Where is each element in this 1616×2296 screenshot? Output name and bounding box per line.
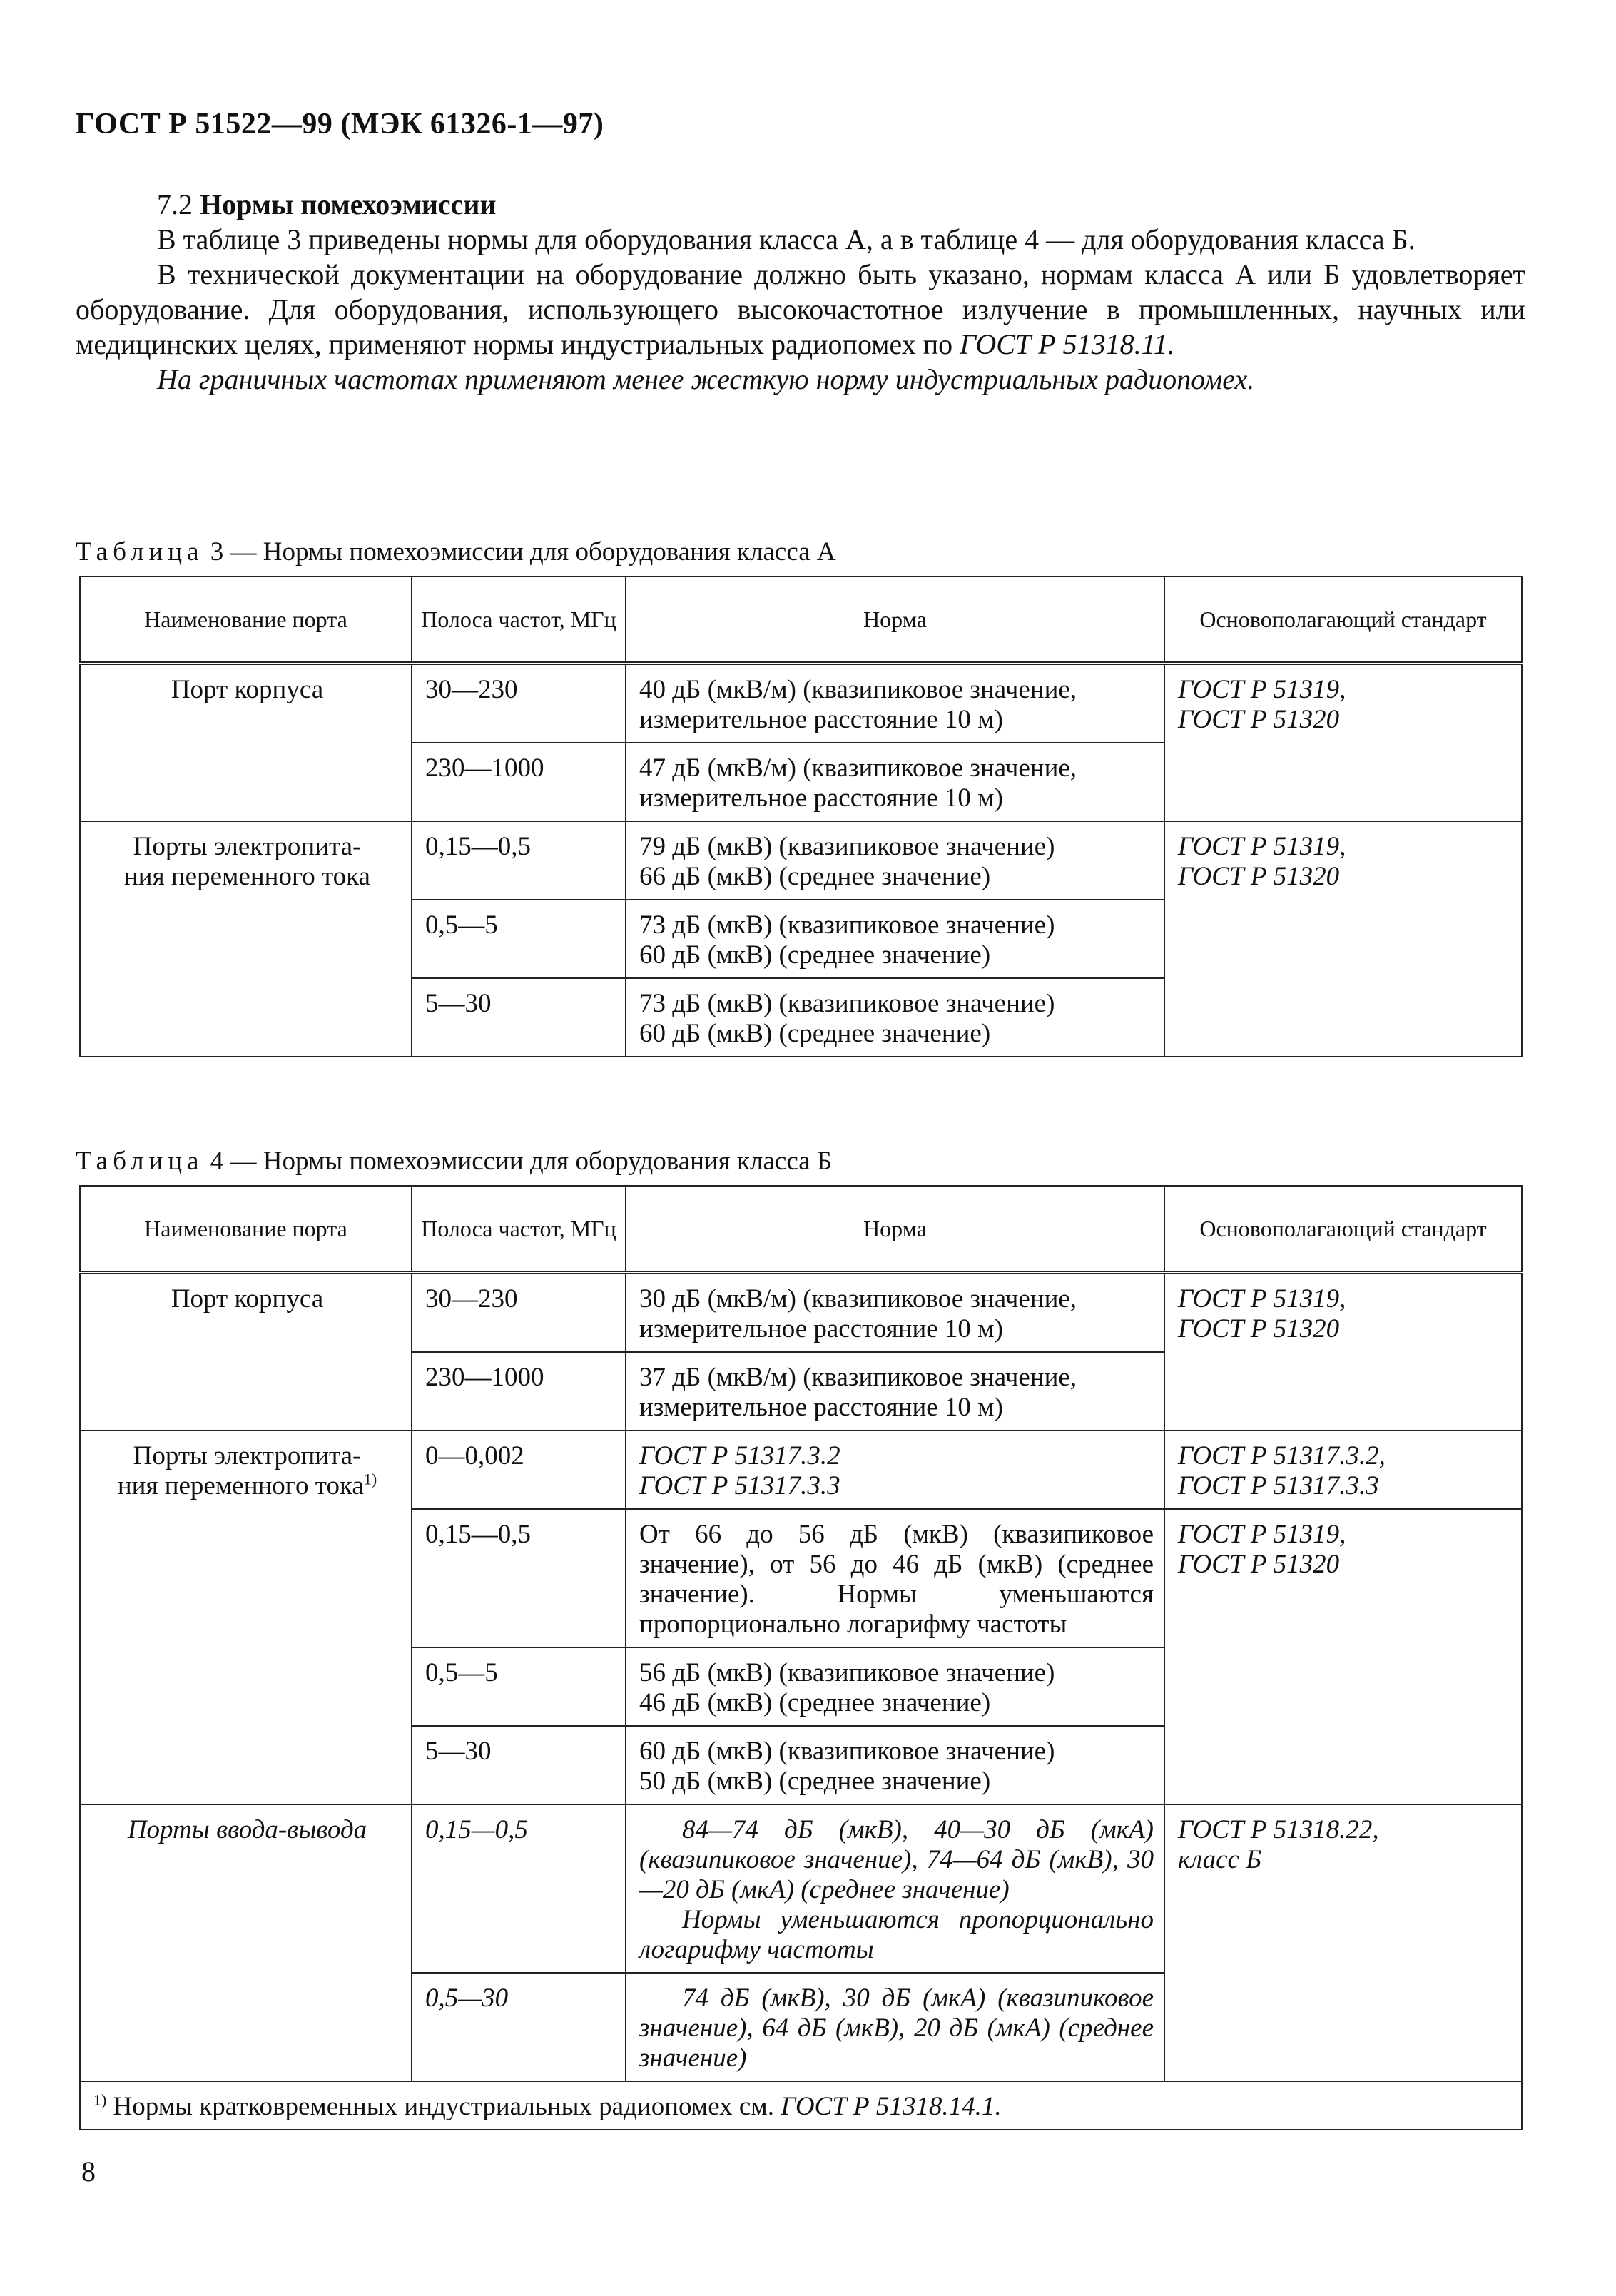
column-header-standard: Основополагающий стандарт [1164, 1186, 1522, 1273]
norm-cell [626, 743, 1164, 821]
table-3-caption-text: 3 — Нормы помехоэмиссии для оборудования класса А [203, 537, 836, 567]
column-header-port: Наименование порта [80, 1186, 412, 1273]
standard-line: ГОСТ Р 51318.22, [1178, 1815, 1379, 1844]
port-cell: Порт корпуса [80, 664, 412, 822]
norm-cell [626, 1273, 1164, 1353]
band-cell: 0,5—5 [412, 900, 626, 978]
band-cell: 5—30 [412, 1726, 626, 1804]
port-cell [80, 1431, 412, 1804]
footnote-reference: ГОСТ Р 51318.14.1. [781, 2092, 1002, 2121]
standard-line: ГОСТ Р 51320 [1178, 1550, 1340, 1579]
band-cell: 230—1000 [412, 743, 626, 821]
norm-line: 40 дБ (мкВ/м) (квазипиковое значение, [639, 675, 1077, 704]
table-row [80, 821, 1522, 900]
standard-line: ГОСТ Р 51319, [1178, 1284, 1346, 1314]
norm-line: 46 дБ (мкВ) (среднее значение) [639, 1688, 991, 1717]
column-header-band: Полоса частот, МГц [412, 576, 626, 664]
footnote-row [80, 2081, 1522, 2130]
norm-cell [626, 821, 1164, 900]
band-cell: 230—1000 [412, 1352, 626, 1431]
table-4-caption-text: 4 — Нормы помехоэмиссии для оборудования класса Б [203, 1147, 833, 1176]
table-3-header-row [80, 576, 1522, 664]
norm-line: 50 дБ (мкВ) (среднее значение) [639, 1767, 991, 1796]
band-cell: 0,15—0,5 [412, 1804, 626, 1973]
paragraph-2 [76, 257, 1525, 362]
standard-cell [1164, 664, 1522, 822]
band-cell: 0,15—0,5 [412, 1509, 626, 1647]
footnote-text: Нормы кратковременных индустриальных радиопомех см. [106, 2092, 781, 2121]
band-cell: 0,15—0,5 [412, 821, 626, 900]
norm-line: измерительное расстояние 10 м) [639, 783, 1003, 813]
norm-cell [626, 900, 1164, 978]
standard-cell [1164, 1273, 1522, 1431]
norm-cell [626, 1973, 1164, 2081]
standard-cell [1164, 1431, 1522, 1509]
norm-line: Нормы уменьшаются пропорционально логарифму частоты [639, 1905, 1154, 1964]
section-heading [76, 187, 1525, 222]
document-header: ГОСТ Р 51522—99 (МЭК 61326-1—97) [76, 108, 604, 141]
standard-cell [1164, 821, 1522, 1057]
standard-line: ГОСТ Р 51317.3.3 [1178, 1471, 1379, 1500]
port-cell: Порт корпуса [80, 1273, 412, 1431]
norm-line: 56 дБ (мкВ) (квазипиковое значение) [639, 1658, 1055, 1687]
footnote-marker: 1) [363, 1470, 377, 1488]
port-line: Порты электропита- [133, 832, 362, 861]
port-cell: Порты ввода-вывода [80, 1804, 412, 2081]
standard-cell [1164, 1509, 1522, 1804]
norm-cell [626, 1726, 1164, 1804]
norm-cell [626, 1647, 1164, 1726]
norm-cell [626, 1431, 1164, 1509]
table-3 [79, 576, 1523, 1057]
norm-line: 60 дБ (мкВ) (квазипиковое значение) [639, 1737, 1055, 1766]
table-row [80, 1804, 1522, 1973]
norm-line: 60 дБ (мкВ) (среднее значение) [639, 940, 991, 970]
port-line: ния переменного тока [117, 1471, 364, 1500]
table-4-header-row [80, 1186, 1522, 1273]
norm-line: измерительное расстояние 10 м) [639, 1393, 1003, 1422]
standard-line: ГОСТ Р 51320 [1178, 862, 1340, 891]
paragraph-2-text: В технической документации на оборудование должно быть указано, нормам класса А или Б удовлетворяет оборудование. Для оборудования, использующего высокочастотное излучение в промышленных, научных или медицинских целях, применяют нормы индустриальных радиопомех по [76, 258, 1525, 360]
norm-line: 66 дБ (мкВ) (среднее значение) [639, 862, 991, 891]
port-line: Порты электропита- [133, 1441, 362, 1470]
port-cell [80, 821, 412, 1057]
norm-line: 79 дБ (мкВ) (квазипиковое значение) [639, 832, 1055, 861]
norm-line: 37 дБ (мкВ/м) (квазипиковое значение, [639, 1363, 1077, 1392]
standard-line: ГОСТ Р 51319, [1178, 1520, 1346, 1549]
footnote-mark: 1) [93, 2091, 107, 2109]
page-number: 8 [81, 2155, 96, 2188]
standard-line: класс Б [1178, 1845, 1262, 1874]
norm-line: ГОСТ Р 51317.3.2 [639, 1441, 840, 1470]
section-number: 7.2 [157, 188, 193, 220]
band-cell: 0,5—5 [412, 1647, 626, 1726]
band-cell: 5—30 [412, 978, 626, 1057]
norm-line: ГОСТ Р 51317.3.3 [639, 1471, 840, 1500]
table-row [80, 664, 1522, 743]
table-4-caption [76, 1146, 832, 1177]
norm-cell [626, 1804, 1164, 1973]
footnote-cell [80, 2081, 1522, 2130]
standard-line: ГОСТ Р 51320 [1178, 705, 1340, 734]
table-3-caption-word: Таблица [76, 537, 204, 567]
standard-line: ГОСТ Р 51319, [1178, 832, 1346, 861]
table-row [80, 1273, 1522, 1353]
column-header-standard: Основополагающий стандарт [1164, 576, 1522, 664]
standard-cell [1164, 1804, 1522, 2081]
norm-line: 60 дБ (мкВ) (среднее значение) [639, 1019, 991, 1048]
norm-cell [626, 978, 1164, 1057]
column-header-norm: Норма [626, 1186, 1164, 1273]
norm-line: измерительное расстояние 10 м) [639, 705, 1003, 734]
norm-line: 47 дБ (мкВ/м) (квазипиковое значение, [639, 753, 1077, 783]
port-line: ния переменного тока [124, 862, 370, 891]
section-7-2 [76, 187, 1525, 397]
table-4 [79, 1185, 1523, 2130]
column-header-band: Полоса частот, МГц [412, 1186, 626, 1273]
norm-line: 73 дБ (мкВ) (квазипиковое значение) [639, 910, 1055, 940]
norm-cell [626, 1352, 1164, 1431]
paragraph-1: В таблице 3 приведены нормы для оборудования класса А, а в таблице 4 — для оборудования класса Б. [157, 223, 1416, 255]
band-cell: 30—230 [412, 664, 626, 743]
norm-line: 74 дБ (мкВ), 30 дБ (мкА) (квазипиковое значение), 64 дБ (мкВ), 20 дБ (мкА) (среднее значение) [639, 1983, 1154, 2073]
band-cell: 0—0,002 [412, 1431, 626, 1509]
column-header-port: Наименование порта [80, 576, 412, 664]
band-cell: 0,5—30 [412, 1973, 626, 2081]
paragraph-2-reference: ГОСТ Р 51318.11. [960, 328, 1175, 360]
norm-line: измерительное расстояние 10 м) [639, 1314, 1003, 1343]
standard-line: ГОСТ Р 51319, [1178, 675, 1346, 704]
norm-cell: От 66 до 56 дБ (мкВ) (квазипиковое значение), от 56 до 46 дБ (мкВ) (среднее значение). Нормы уменьшаются пропорционально логарифму частоты [626, 1509, 1164, 1647]
band-cell: 30—230 [412, 1273, 626, 1353]
column-header-norm: Норма [626, 576, 1164, 664]
standard-line: ГОСТ Р 51320 [1178, 1314, 1340, 1343]
table-3-caption [76, 537, 836, 568]
norm-cell [626, 664, 1164, 743]
norm-line: 73 дБ (мкВ) (квазипиковое значение) [639, 989, 1055, 1018]
section-title: Нормы помехоэмиссии [200, 188, 497, 220]
norm-line: 84—74 дБ (мкВ), 40—30 дБ (мкА) (квазипиковое значение), 74—64 дБ (мкВ), 30—20 дБ (мкА) (среднее значение) [639, 1815, 1154, 1904]
paragraph-3: На граничных частотах применяют менее жесткую норму индустриальных радиопомех. [157, 363, 1255, 395]
norm-line: 30 дБ (мкВ/м) (квазипиковое значение, [639, 1284, 1077, 1314]
table-row [80, 1431, 1522, 1509]
table-4-caption-word: Таблица [76, 1147, 204, 1176]
standard-line: ГОСТ Р 51317.3.2, [1178, 1441, 1386, 1470]
